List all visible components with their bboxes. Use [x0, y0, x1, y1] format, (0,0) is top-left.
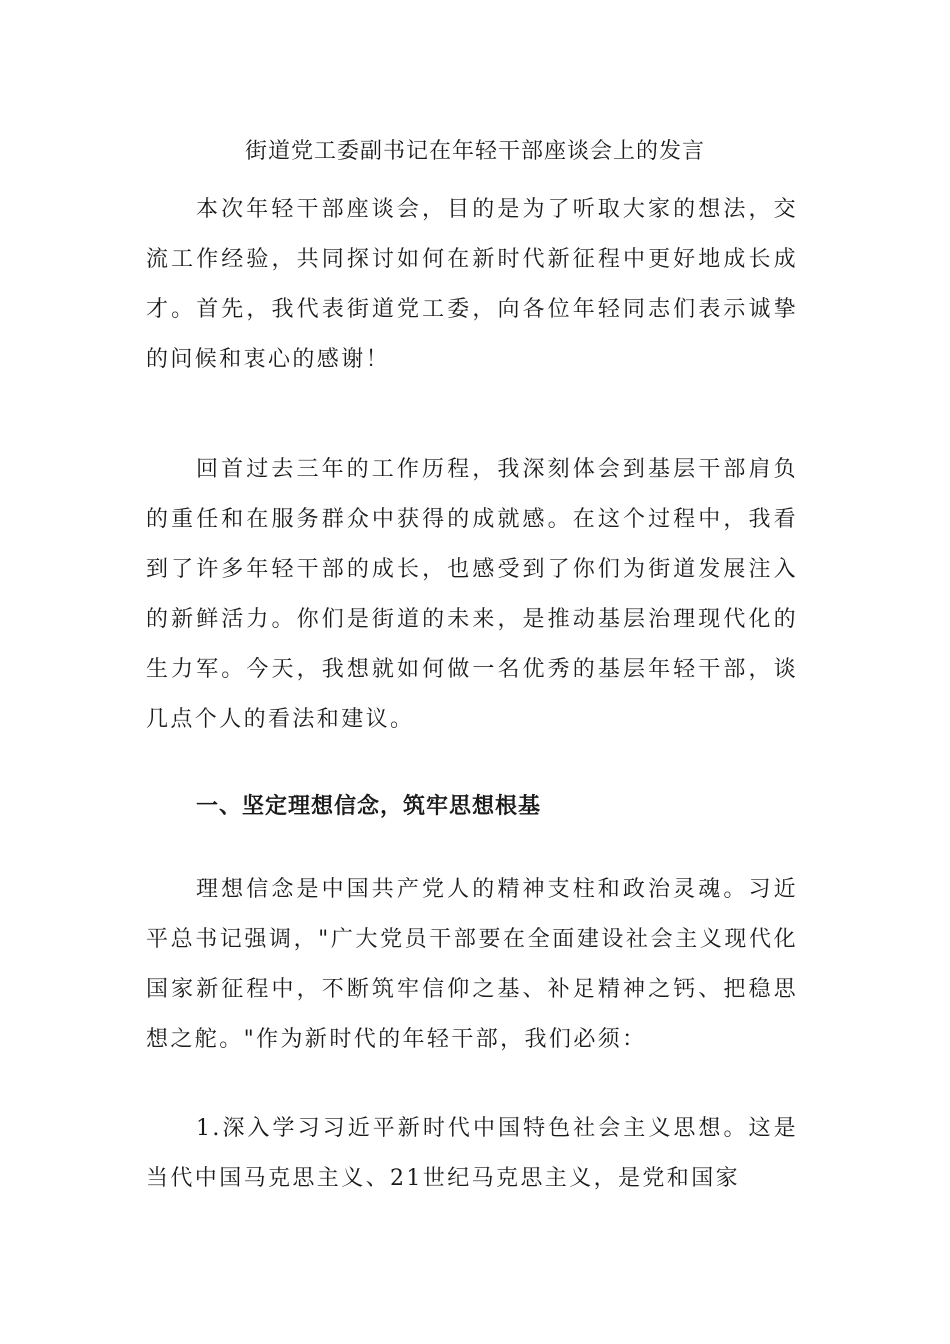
paragraph-review: 回首过去三年的工作历程，我深刻体会到基层干部肩负的重任和在服务群众中获得的成就感。在这个过程中，我看到了许多年轻干部的成长，也感受到了你们为街道发展注入的新鲜活力。你们是街道的未来，是推动基层治理现代化的生力军。今天，我想就如何做一名优秀的基层年轻干部，谈几点个人的看法和建议。	[146, 457, 798, 732]
paragraph-ideals: 理想信念是中国共产党人的精神支柱和政治灵魂。习近平总书记强调，"广大党员干部要在全面建设社会主义现代化国家新征程中，不断筑牢信仰之基、补足精神之钙、把稳思想之舵。"作为新时代的年轻干部，我们必须：	[146, 877, 798, 1052]
document-title: 街道党工委副书记在年轻干部座谈会上的发言	[244, 139, 705, 164]
section-heading-1: 一、坚定理想信念，筑牢思想根基	[196, 793, 542, 819]
paragraph-opening: 本次年轻干部座谈会，目的是为了听取大家的想法，交流工作经验，共同探讨如何在新时代新征程中更好地成长成才。首先，我代表街道党工委，向各位年轻同志们表示诚挚的问候和衷心的感谢！	[146, 197, 798, 372]
paragraph-point-1: 1.深入学习习近平新时代中国特色社会主义思想。这是当代中国马克思主义、21世纪马克思主义，是党和国家	[146, 1116, 798, 1191]
